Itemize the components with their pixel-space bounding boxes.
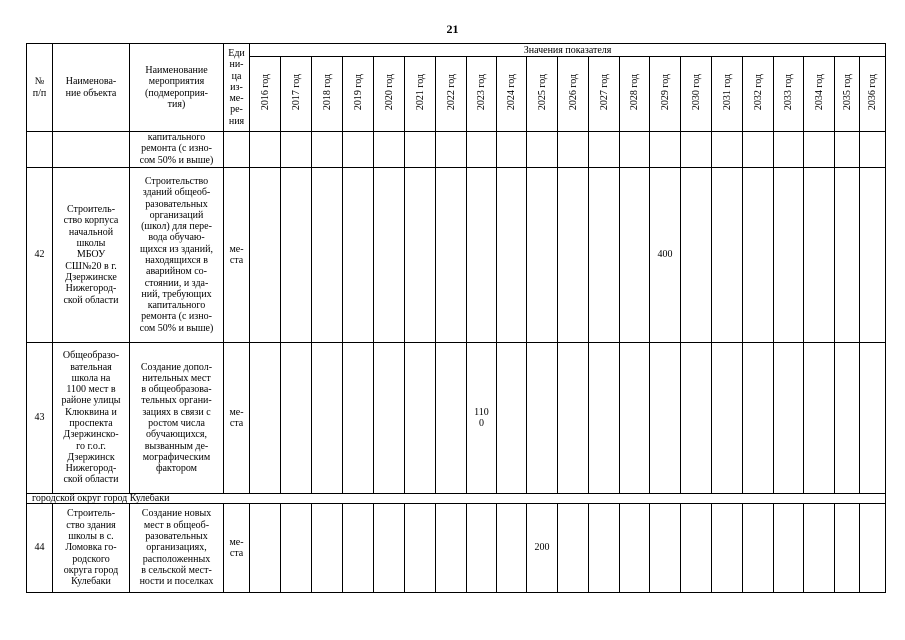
row-measure: Создание допол- нительных мест в общеобразова- тельных органи- зациях в связи с ростом числа обучающихся, вызванным де- мографическим фактором xyxy=(130,343,224,494)
value-cell xyxy=(860,504,886,593)
value-cell xyxy=(774,132,804,168)
header-year-label: 2023 год xyxy=(476,74,487,111)
value-cell xyxy=(774,343,804,494)
value-cell xyxy=(774,504,804,593)
value-cell xyxy=(589,343,620,494)
value-cell xyxy=(835,168,860,343)
value-cell xyxy=(497,168,527,343)
header-year-label: 2029 год xyxy=(659,74,671,111)
value-cell xyxy=(589,132,620,168)
value-cell xyxy=(620,132,650,168)
header-object: Наименова- ние объекта xyxy=(53,44,130,132)
value-cell xyxy=(681,343,712,494)
cell-empty xyxy=(27,132,53,168)
header-year-label: 2031 год xyxy=(721,74,733,111)
value-cell xyxy=(281,168,312,343)
value-cell xyxy=(281,504,312,593)
value-cell xyxy=(860,343,886,494)
header-year xyxy=(774,57,804,132)
header-year-label: 2033 год xyxy=(783,74,794,111)
value-cell xyxy=(281,343,312,494)
value-cell xyxy=(650,132,681,168)
value-cell xyxy=(835,504,860,593)
row-num: 44 xyxy=(27,504,53,593)
value-cell xyxy=(589,504,620,593)
value-cell xyxy=(343,504,374,593)
value-cell xyxy=(436,168,467,343)
value-cell xyxy=(620,168,650,343)
value-cell xyxy=(343,168,374,343)
header-year-label: 2022 год xyxy=(445,74,457,111)
value-cell xyxy=(405,504,436,593)
value-cell xyxy=(374,132,405,168)
header-values-group: Значения показателя xyxy=(250,44,886,57)
header-year-label: 2020 год xyxy=(383,74,395,111)
value-cell xyxy=(804,504,835,593)
header-year-label: 2034 год xyxy=(813,74,825,111)
value-cell xyxy=(804,343,835,494)
value-cell xyxy=(835,132,860,168)
row-unit: ме- ста xyxy=(224,504,250,593)
header-year-label: 2028 год xyxy=(629,74,640,111)
value-cell xyxy=(527,343,558,494)
row-num: 43 xyxy=(27,343,53,494)
value-cell xyxy=(405,343,436,494)
value-cell xyxy=(712,168,743,343)
continuation-measure: капитального ремонта (с изно- сом 50% и выше) xyxy=(130,132,224,168)
header-year xyxy=(436,57,467,132)
value-cell xyxy=(374,168,405,343)
value-cell xyxy=(497,504,527,593)
value-cell: 110 0 xyxy=(467,343,497,494)
header-year xyxy=(312,57,343,132)
value-cell xyxy=(743,168,774,343)
value-cell xyxy=(467,504,497,593)
value-cell xyxy=(558,168,589,343)
table-row xyxy=(27,343,886,494)
header-year xyxy=(681,57,712,132)
value-cell xyxy=(712,343,743,494)
value-cell xyxy=(620,504,650,593)
header-year xyxy=(374,57,405,132)
row-object: Строитель- ство здания школы в с. Ломовка го- родского округа город Кулебаки xyxy=(53,504,130,593)
value-cell xyxy=(405,168,436,343)
value-cell xyxy=(712,132,743,168)
value-cell xyxy=(312,504,343,593)
header-year-label: 2018 год xyxy=(321,74,333,111)
continuation-row xyxy=(27,132,886,168)
header-year xyxy=(589,57,620,132)
value-cell xyxy=(743,343,774,494)
value-cell xyxy=(835,343,860,494)
header-year xyxy=(558,57,589,132)
header-year xyxy=(860,57,886,132)
section-row xyxy=(27,494,886,504)
header-measure: Наименование мероприятия (подмероприя- тия) xyxy=(130,44,224,132)
row-object: Общеобразо- вательная школа на 1100 мест в районе улицы Клюквина и проспекта Дзержинско- го г.о.г. Дзержинск Нижегород- ской области xyxy=(53,343,130,494)
header-year xyxy=(835,57,860,132)
header-year-label: 2025 год xyxy=(536,74,548,111)
header-year-label: 2036 год xyxy=(867,74,879,111)
value-cell xyxy=(343,132,374,168)
value-cell xyxy=(312,343,343,494)
value-cell xyxy=(374,343,405,494)
cell-empty xyxy=(53,132,130,168)
value-cell: 400 xyxy=(650,168,681,343)
value-cell xyxy=(743,504,774,593)
value-cell xyxy=(312,168,343,343)
value-cell xyxy=(804,168,835,343)
header-year xyxy=(527,57,558,132)
value-cell xyxy=(589,168,620,343)
header-year xyxy=(804,57,835,132)
value-cell xyxy=(774,168,804,343)
value-cell xyxy=(281,132,312,168)
value-cell xyxy=(650,343,681,494)
value-cell xyxy=(436,132,467,168)
value-cell xyxy=(436,504,467,593)
header-year-label: 2032 год xyxy=(752,74,764,111)
header-year-label: 2035 год xyxy=(841,74,853,111)
value-cell xyxy=(558,504,589,593)
value-cell xyxy=(497,132,527,168)
value-cell xyxy=(527,132,558,168)
header-year xyxy=(650,57,681,132)
header-year xyxy=(712,57,743,132)
value-cell xyxy=(436,343,467,494)
value-cell xyxy=(467,132,497,168)
value-cell xyxy=(405,132,436,168)
header-year-label: 2017 год xyxy=(290,74,302,111)
value-cell xyxy=(497,343,527,494)
value-cell: 200 xyxy=(527,504,558,593)
value-cell xyxy=(374,504,405,593)
header-year xyxy=(250,57,281,132)
value-cell xyxy=(343,343,374,494)
header-year-label: 2030 год xyxy=(690,74,702,111)
value-cell xyxy=(558,343,589,494)
section-title: городской округ город Кулебаки xyxy=(27,494,886,504)
header-num: № п/п xyxy=(27,44,53,132)
row-unit: ме- ста xyxy=(224,343,250,494)
cell-empty xyxy=(224,132,250,168)
value-cell xyxy=(743,132,774,168)
value-cell xyxy=(527,168,558,343)
header-year xyxy=(405,57,436,132)
value-cell xyxy=(804,132,835,168)
header-year xyxy=(497,57,527,132)
row-measure: Строительство зданий общеоб- разовательных организаций (школ) для пере- вода обучаю- щихся из зданий, находящихся в аварийном со- стоянии, и зда- ний, требующих капитального ремонта (с изно- сом 50% и выше) xyxy=(130,168,224,343)
value-cell xyxy=(250,132,281,168)
value-cell xyxy=(681,132,712,168)
header-year xyxy=(743,57,774,132)
value-cell xyxy=(681,504,712,593)
value-cell xyxy=(250,343,281,494)
header-year xyxy=(620,57,650,132)
row-num: 42 xyxy=(27,168,53,343)
row-object: Строитель- ство корпуса начальной школы МБОУ СШ№20 в г. Дзержинске Нижегород- ской области xyxy=(53,168,130,343)
value-cell xyxy=(712,504,743,593)
row-unit: ме- ста xyxy=(224,168,250,343)
header-unit: Еди ни- ца из- ме- ре- ния xyxy=(224,44,250,132)
value-cell xyxy=(467,168,497,343)
value-cell xyxy=(558,132,589,168)
header-year-label: 2027 год xyxy=(598,74,610,111)
header-year xyxy=(343,57,374,132)
value-cell xyxy=(860,132,886,168)
page-number: 21 xyxy=(446,22,459,36)
value-cell xyxy=(312,132,343,168)
row-measure: Создание новых мест в общеоб- разовательных организациях, расположенных в сельской мест- ности и поселках xyxy=(130,504,224,593)
header-year-label: 2024 год xyxy=(506,74,517,111)
table-row xyxy=(27,168,886,343)
value-cell xyxy=(250,168,281,343)
header-year xyxy=(467,57,497,132)
header-year-label: 2016 год xyxy=(259,74,271,111)
value-cell xyxy=(250,504,281,593)
header-year-label: 2026 год xyxy=(567,74,579,111)
value-cell xyxy=(860,168,886,343)
table-row xyxy=(27,504,886,593)
value-cell xyxy=(650,504,681,593)
header-year-label: 2019 год xyxy=(352,74,364,111)
value-cell xyxy=(620,343,650,494)
header-year-label: 2021 год xyxy=(414,74,426,111)
header-year xyxy=(281,57,312,132)
value-cell xyxy=(681,168,712,343)
indicator-table xyxy=(26,43,886,593)
